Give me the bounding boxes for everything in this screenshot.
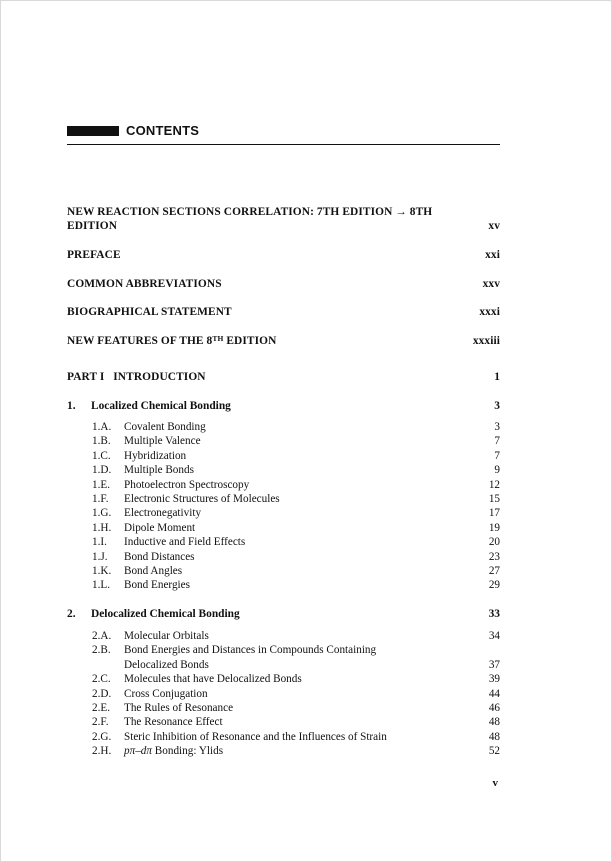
section-title: Inductive and Field Effects	[124, 536, 246, 549]
toc-entry-title: COMMON ABBREVIATIONS	[67, 278, 222, 290]
section-number: 2.C.	[92, 673, 111, 686]
toc-entry-biographical	[67, 306, 500, 321]
toc-entry-new-features	[67, 335, 500, 350]
section-number: 2.D.	[92, 687, 112, 700]
section-page: 9	[494, 464, 500, 477]
toc-entry-preface	[67, 249, 500, 264]
section-number: 1.F.	[92, 493, 109, 505]
toc-section	[67, 565, 500, 579]
toc-entry-page: 1	[494, 371, 500, 383]
toc-section	[67, 493, 500, 507]
toc-entry-title-cont: EDITION	[67, 220, 118, 232]
chapter-title: Localized Chemical Bonding	[91, 400, 231, 412]
toc-section	[67, 479, 500, 493]
section-number: 2.E.	[92, 702, 111, 714]
section-title: The Resonance Effect	[124, 716, 223, 729]
section-number: 2.F.	[92, 716, 109, 729]
section-page: 19	[488, 521, 500, 534]
toc-section	[67, 716, 500, 730]
chapter-title: Delocalized Chemical Bonding	[91, 608, 240, 620]
toc-section	[67, 507, 500, 521]
toc-section	[67, 644, 500, 673]
section-title: Covalent Bonding	[124, 421, 206, 433]
toc-section	[67, 421, 500, 435]
section-title-italic: pπ–dπ	[124, 745, 152, 758]
section-page: 27	[488, 565, 500, 577]
section-page: 3	[494, 421, 500, 433]
header-bar-decoration	[67, 126, 119, 136]
section-page: 15	[488, 493, 500, 505]
toc-section	[67, 731, 500, 745]
toc-entry-page: xxi	[485, 249, 500, 261]
toc-section	[67, 435, 500, 449]
section-title: Cross Conjugation	[124, 687, 208, 700]
toc-entry-title: BIOGRAPHICAL STATEMENT	[67, 306, 232, 318]
section-number: 1.C.	[92, 449, 111, 462]
toc-entry-page: xxxiii	[472, 335, 500, 347]
section-page: 34	[488, 630, 500, 642]
part-title: PART I INTRODUCTION	[67, 371, 206, 383]
section-page: 17	[488, 507, 500, 520]
toc-entry-correlation	[67, 206, 500, 236]
chapter-page: 33	[488, 608, 500, 620]
section-number: 2.H.	[92, 745, 112, 758]
page-title: CONTENTS	[126, 123, 200, 138]
toc-section	[67, 702, 500, 716]
toc-entry-title: PREFACE	[67, 249, 121, 261]
toc-section	[67, 579, 500, 593]
section-number: 2.A.	[92, 630, 112, 642]
section-number: 1.E.	[92, 478, 111, 491]
section-title: Electronegativity	[124, 507, 202, 520]
section-title: Hybridization	[124, 449, 187, 462]
section-title-cont: Delocalized Bonds	[124, 658, 209, 671]
toc-entry-abbreviations	[67, 278, 500, 293]
section-number: 1.A.	[92, 421, 112, 433]
toc-section	[67, 450, 500, 464]
superscript: TH	[212, 334, 224, 343]
section-number: 1.J.	[92, 550, 108, 563]
section-number: 1.H.	[92, 521, 112, 534]
chapter-number: 1.	[67, 400, 76, 412]
section-number: 1.D.	[92, 464, 112, 477]
section-page: 29	[488, 579, 500, 592]
section-page: 7	[494, 449, 500, 462]
section-number: 1.B.	[92, 435, 111, 448]
section-number: 1.L.	[92, 579, 111, 592]
section-page: 48	[488, 730, 500, 743]
section-page: 46	[488, 702, 500, 714]
section-title: The Rules of Resonance	[124, 702, 234, 714]
toc-entry-page: xxxi	[479, 306, 500, 318]
toc-entry-title: NEW FEATURES OF THE 8TH EDITION	[67, 334, 277, 347]
chapter-page: 3	[494, 400, 500, 412]
toc-entry-title: NEW REACTION SECTIONS CORRELATION: 7TH EDITION → 8TH	[67, 206, 433, 218]
section-page: 20	[488, 536, 500, 549]
section-number: 2.B.	[92, 644, 111, 657]
section-title: Multiple Bonds	[124, 464, 194, 477]
toc-chapter-1	[67, 400, 500, 415]
toc-section	[67, 673, 500, 687]
toc-entry-page: xxv	[482, 278, 500, 290]
toc-section	[67, 464, 500, 478]
section-title: Molecular Orbitals	[124, 630, 209, 642]
section-page: 12	[488, 478, 500, 491]
toc-section	[67, 630, 500, 644]
toc-section	[67, 536, 500, 550]
section-title: Molecules that have Delocalized Bonds	[124, 673, 302, 686]
section-page: 23	[488, 550, 500, 563]
toc-section	[67, 522, 500, 536]
section-title: Bond Angles	[124, 565, 183, 577]
section-title: Dipole Moment	[124, 521, 196, 534]
section-number: 2.G.	[92, 730, 112, 743]
section-title: Electronic Structures of Molecules	[124, 493, 280, 505]
contents-header	[67, 124, 500, 145]
section-title: Photoelectron Spectroscopy	[124, 478, 250, 491]
section-title: Bond Energies and Distances in Compounds Containing	[124, 644, 377, 657]
section-page: 37	[488, 658, 500, 671]
section-page: 44	[488, 687, 500, 700]
toc-entry-page: xv	[488, 220, 500, 232]
section-title: Bond Distances	[124, 550, 195, 563]
section-page: 39	[488, 673, 500, 686]
page-folio: v	[492, 777, 498, 789]
section-title: Bond Energies	[124, 579, 190, 592]
section-page: 52	[488, 745, 500, 758]
section-title: Multiple Valence	[124, 435, 201, 448]
section-title: pπ–dπ Bonding: Ylids	[124, 745, 224, 758]
section-number: 1.I.	[92, 536, 107, 549]
toc-part-heading	[67, 371, 500, 386]
toc-section	[67, 688, 500, 702]
chapter-number: 2.	[67, 608, 76, 620]
section-page: 7	[494, 435, 500, 448]
section-number: 1.G.	[92, 507, 112, 520]
toc-section	[67, 745, 500, 759]
section-title: Steric Inhibition of Resonance and the Influences of Strain	[124, 730, 387, 743]
toc-section	[67, 551, 500, 565]
toc-chapter-2	[67, 608, 500, 623]
section-number: 1.K.	[92, 565, 112, 577]
section-page: 48	[488, 716, 500, 729]
